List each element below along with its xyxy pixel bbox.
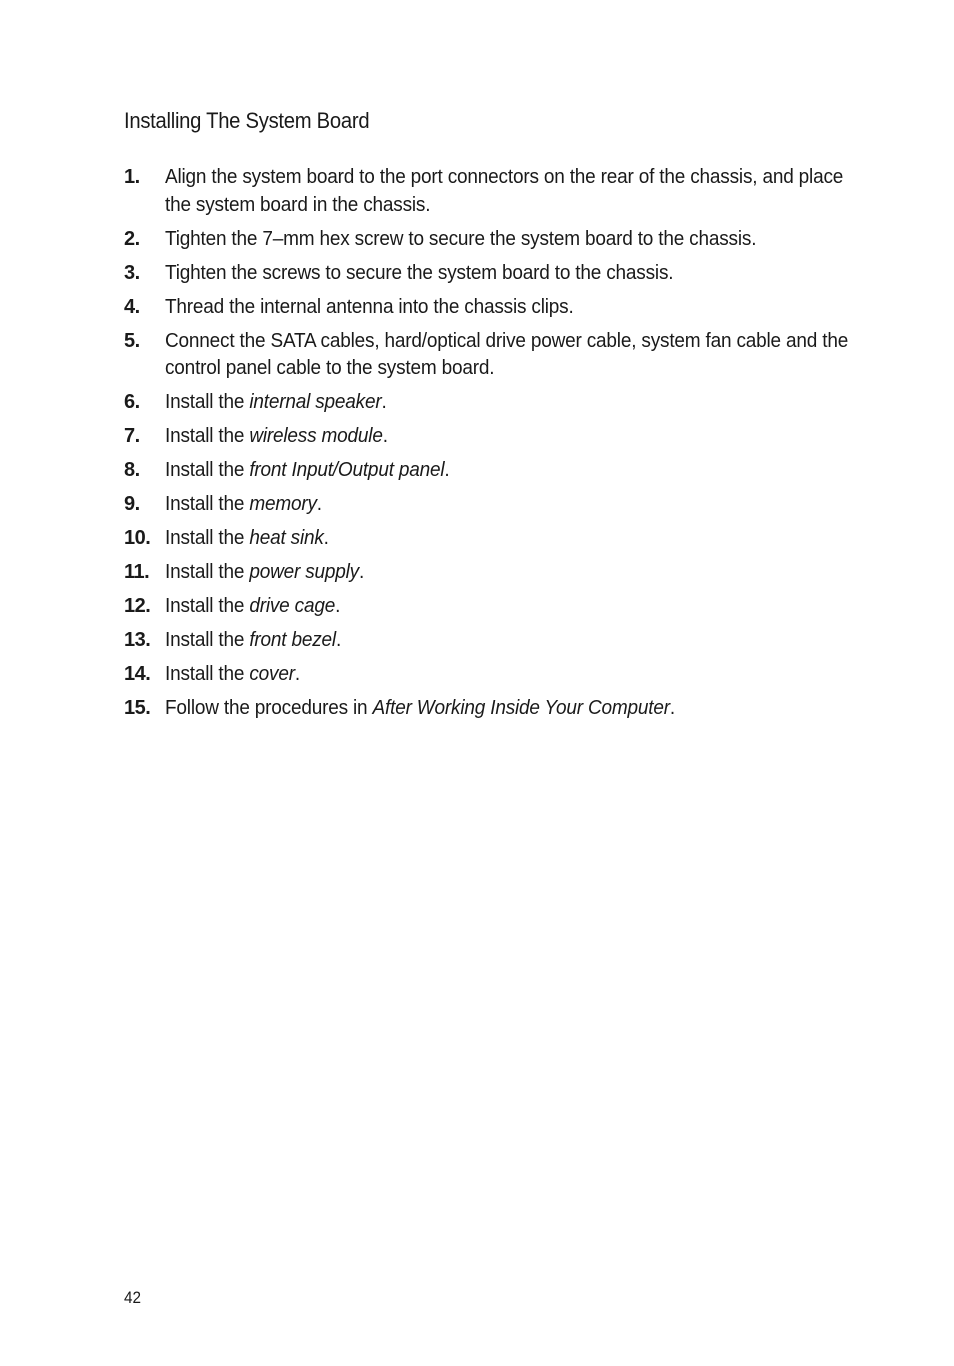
step-item <box>124 593 864 621</box>
step-number: 2. <box>124 227 140 250</box>
step-number: 15. <box>124 697 151 719</box>
step-item <box>124 294 864 322</box>
heat-sink-link-text: heat sink <box>249 527 324 549</box>
section-heading: Installing The System Board <box>124 108 370 133</box>
step-number: 3. <box>124 261 140 284</box>
step-text: Thread the internal antenna into the chassis clips. <box>165 295 574 318</box>
step-number: 4. <box>124 295 140 318</box>
step-item <box>124 525 864 553</box>
step-text: Install the drive cage. <box>165 595 341 617</box>
step-item <box>124 328 864 383</box>
step-item <box>124 164 864 219</box>
step-item <box>124 695 864 723</box>
step-text: Install the front Input/Output panel. <box>165 459 450 481</box>
front-bezel-link-text: front bezel <box>249 629 336 651</box>
step-item <box>124 559 864 587</box>
step-number: 5. <box>124 329 140 352</box>
step-item <box>124 260 864 288</box>
step-text: Install the wireless module. <box>165 425 388 447</box>
step-number: 6. <box>124 391 140 413</box>
step-item <box>124 226 864 254</box>
step-item <box>124 423 864 451</box>
step-text: Install the internal speaker. <box>165 391 387 413</box>
wireless-module-link-text: wireless module <box>249 425 383 447</box>
step-item <box>124 627 864 655</box>
step-text: Connect the SATA cables, hard/optical drive power cable, system fan cable and the control panel cable to the system board. <box>165 329 849 379</box>
step-item <box>124 661 864 689</box>
front-io-panel-link-text: front Input/Output panel <box>249 459 445 481</box>
step-number: 9. <box>124 493 140 515</box>
page-number: 42 <box>124 1288 142 1307</box>
cover-link-text: cover <box>249 663 295 685</box>
step-number: 1. <box>124 166 140 188</box>
step-text: Install the power supply. <box>165 561 365 583</box>
steps-list <box>124 164 864 729</box>
step-text: Follow the procedures in After Working Inside Your Computer. <box>165 697 675 719</box>
step-number: 11. <box>124 561 150 583</box>
step-text: Install the memory. <box>165 493 322 515</box>
step-text: Tighten the screws to secure the system board to the chassis. <box>165 261 674 284</box>
step-item <box>124 491 864 519</box>
after-working-inside-link-text: After Working Inside Your Computer <box>372 697 670 719</box>
step-number: 10. <box>124 527 151 549</box>
power-supply-link-text: power supply <box>249 561 360 583</box>
step-text: Install the front bezel. <box>165 629 342 651</box>
memory-link-text: memory <box>249 493 317 515</box>
step-item <box>124 457 864 485</box>
step-number: 12. <box>124 595 151 617</box>
internal-speaker-link-text: internal speaker <box>249 391 382 413</box>
step-item <box>124 389 864 417</box>
step-text: Tighten the 7–mm hex screw to secure the system board to the chassis. <box>165 227 757 250</box>
step-number: 7. <box>124 425 140 447</box>
step-text: Align the system board to the port connectors on the rear of the chassis, and place the system board in the chassis. <box>165 166 844 216</box>
step-number: 13. <box>124 629 151 651</box>
drive-cage-link-text: drive cage <box>249 595 336 617</box>
step-number: 14. <box>124 663 151 685</box>
step-text: Install the heat sink. <box>165 527 329 549</box>
step-text: Install the cover. <box>165 663 300 685</box>
step-number: 8. <box>124 459 140 481</box>
